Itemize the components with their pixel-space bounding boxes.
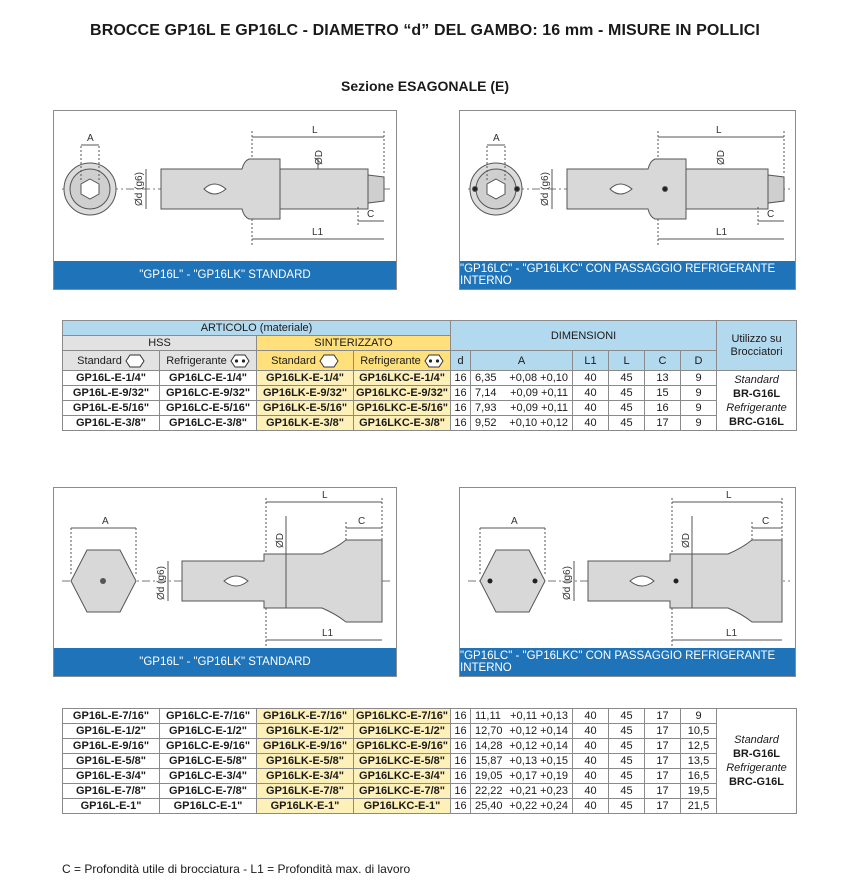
value-big-d: 9 [681,386,717,401]
value-big-d: 12,5 [681,739,717,754]
header-dimensioni: DIMENSIONI [451,321,717,351]
value-a-nominal: 11,11 [475,710,501,722]
dim-label-big-d: ØD [716,150,727,165]
code-hss-standard: GP16L-E-9/32" [63,386,160,401]
value-a [471,386,573,401]
code-sint-standard: GP16LK-E-1" [257,799,354,814]
dim-label-big-d: ØD [681,533,692,548]
value-c: 17 [645,724,681,739]
value-l: 45 [609,709,645,724]
code-hss-refrigerante: GP16LC-E-1/4" [160,371,257,386]
dim-label-l: L [312,125,318,136]
code-sint-standard: GP16LK-E-1/2" [257,724,354,739]
value-l: 45 [609,739,645,754]
usage-standard-label: Standard [734,373,779,386]
value-a-nominal: 12,70 [475,725,503,737]
machine-usage [717,709,797,814]
header-hss: HSS [63,336,257,351]
col-header-d: d [451,351,471,371]
value-c: 17 [645,799,681,814]
code-sint-refrigerante: GP16LKC-E-1" [354,799,451,814]
value-c: 17 [645,769,681,784]
value-d: 16 [451,769,471,784]
value-c: 17 [645,784,681,799]
code-hss-refrigerante: GP16LC-E-9/32" [160,386,257,401]
usage-standard-code: BR-G16L [733,387,781,400]
panel-caption: "GP16LC" - "GP16LKC" CON PASSAGGIO REFRIGERANTE INTERNO [460,261,795,289]
value-c: 17 [645,739,681,754]
header-sinterizzato: SINTERIZZATO [257,336,451,351]
col-header-l1: L1 [573,351,609,371]
header-sint-standard [257,351,354,371]
value-l1: 40 [573,416,609,431]
dim-label-c: C [767,209,775,220]
dimensions-table-1 [62,320,797,431]
value-d: 16 [451,371,471,386]
col-header-big-d: D [681,351,717,371]
table-row [63,416,797,431]
dim-label-a: A [87,133,94,144]
value-l1: 40 [573,754,609,769]
hexagon-coolant-icon [230,353,250,369]
header-label: Standard [77,354,122,367]
value-l1: 40 [573,739,609,754]
dim-label-a: A [102,516,109,527]
value-l1: 40 [573,709,609,724]
drawing-panel-coolant-large [459,487,796,677]
hexagon-coolant-icon [424,353,444,369]
value-l1: 40 [573,371,609,386]
header-sint-refrigerante [354,351,451,371]
code-hss-standard: GP16L-E-7/16" [63,709,160,724]
table-row [63,739,797,754]
header-label: Standard [271,354,316,367]
section-subtitle: Sezione ESAGONALE (E) [340,78,510,94]
code-hss-refrigerante: GP16LC-E-5/8" [160,754,257,769]
dim-label-a: A [493,133,500,144]
value-a-nominal: 6,35 [475,372,497,384]
table-row [63,784,797,799]
value-a-tolerance: +0,21 +0,23 [509,785,568,797]
value-c: 13 [645,371,681,386]
value-d: 16 [451,784,471,799]
value-a-tolerance: +0,11 +0,13 [510,710,568,722]
value-l: 45 [609,754,645,769]
dim-label-l: L [726,490,732,501]
value-a-tolerance: +0,17 +0,19 [509,770,568,782]
value-big-d: 21,5 [681,799,717,814]
code-hss-standard: GP16L-E-7/8" [63,784,160,799]
value-c: 17 [645,709,681,724]
value-l1: 40 [573,799,609,814]
value-l: 45 [609,799,645,814]
code-hss-standard: GP16L-E-5/16" [63,401,160,416]
value-a-tolerance: +0,10 +0,12 [509,417,569,429]
value-big-d: 9 [681,371,717,386]
drawing-panel-standard-small [53,110,397,290]
code-sint-refrigerante: GP16LKC-E-1/4" [354,371,451,386]
code-sint-refrigerante: GP16LKC-E-9/32" [354,386,451,401]
value-a-tolerance: +0,09 +0,11 [510,402,569,414]
value-a [471,371,573,386]
value-a-tolerance: +0,13 +0,15 [509,755,568,767]
value-a-tolerance: +0,12 +0,14 [509,740,568,752]
value-a [471,401,573,416]
hexagon-icon [125,353,145,369]
code-hss-standard: GP16L-E-3/4" [63,769,160,784]
value-l1: 40 [573,724,609,739]
usage-standard-label: Standard [734,734,779,746]
value-big-d: 9 [681,709,717,724]
page-title: BROCCE GP16L E GP16LC - DIAMETRO “d” DEL GAMBO: 16 mm - MISURE IN POLLICI [90,22,760,39]
value-a-nominal: 22,22 [475,785,503,797]
table-row [63,709,797,724]
code-sint-refrigerante: GP16LKC-E-7/8" [354,784,451,799]
value-l1: 40 [573,386,609,401]
value-l1: 40 [573,401,609,416]
value-big-d: 9 [681,401,717,416]
header-hss-standard [63,351,160,371]
dim-label-l1: L1 [716,227,728,238]
code-sint-standard: GP16LK-E-3/8" [257,416,354,431]
value-a-nominal: 7,93 [475,402,497,414]
header-utilizzo: Utilizzo su Brocciatori [717,321,797,371]
code-hss-standard: GP16L-E-1/2" [63,724,160,739]
value-a-nominal: 14,28 [475,740,503,752]
table-row [63,754,797,769]
code-sint-standard: GP16LK-E-5/8" [257,754,354,769]
value-a [471,739,573,754]
dim-label-l1: L1 [322,628,334,639]
value-c: 17 [645,754,681,769]
code-sint-refrigerante: GP16LKC-E-1/2" [354,724,451,739]
value-l: 45 [609,386,645,401]
usage-standard-code: BR-G16L [732,748,781,760]
code-hss-refrigerante: GP16LC-E-3/8" [160,416,257,431]
value-l: 45 [609,769,645,784]
header-label: Refrigerante [360,354,421,367]
value-a-tolerance: +0,08 +0,10 [509,372,569,384]
code-hss-standard: GP16L-E-1/4" [63,371,160,386]
col-header-c: C [645,351,681,371]
dim-label-c: C [358,516,366,527]
code-sint-refrigerante: GP16LKC-E-7/16" [354,709,451,724]
code-hss-refrigerante: GP16LC-E-5/16" [160,401,257,416]
code-hss-refrigerante: GP16LC-E-7/16" [160,709,257,724]
code-sint-refrigerante: GP16LKC-E-5/8" [354,754,451,769]
dim-label-l: L [716,125,722,136]
dim-label-small-d: Ød (g6) [540,172,551,206]
header-articolo: ARTICOLO (materiale) [63,321,451,336]
dim-label-c: C [762,516,770,527]
dim-label-l1: L1 [726,628,738,639]
value-a-tolerance: +0,12 +0,14 [509,725,568,737]
value-a-nominal: 9,52 [475,417,497,429]
value-d: 16 [451,386,471,401]
code-sint-standard: GP16LK-E-3/4" [257,769,354,784]
value-a [471,724,573,739]
value-l: 45 [609,724,645,739]
code-hss-standard: GP16L-E-1" [63,799,160,814]
value-big-d: 10,5 [681,724,717,739]
value-d: 16 [451,401,471,416]
table-row [63,386,797,401]
value-d: 16 [451,799,471,814]
col-header-l: L [609,351,645,371]
code-hss-refrigerante: GP16LC-E-3/4" [160,769,257,784]
value-d: 16 [451,739,471,754]
usage-refrigerante-label: Refrigerante [726,401,787,414]
code-hss-standard: GP16L-E-9/16" [63,739,160,754]
value-l1: 40 [573,784,609,799]
dim-label-small-d: Ød (g6) [562,566,573,600]
value-l: 45 [609,416,645,431]
value-d: 16 [451,754,471,769]
value-a-tolerance: +0,22 +0,24 [509,800,568,812]
col-header-a: A [471,351,573,371]
dimensions-table-2 [62,708,797,814]
code-hss-standard: GP16L-E-3/8" [63,416,160,431]
panel-caption: "GP16LC" - "GP16LKC" CON PASSAGGIO REFRIGERANTE INTERNO [460,648,795,676]
code-hss-standard: GP16L-E-5/8" [63,754,160,769]
value-a-nominal: 25,40 [475,800,503,812]
usage-refrigerante-code: BRC-G16L [728,776,784,788]
value-l1: 40 [573,769,609,784]
table-row [63,724,797,739]
dim-label-a: A [511,516,518,527]
header-label: Refrigerante [166,354,227,367]
value-l: 45 [609,371,645,386]
value-c: 17 [645,416,681,431]
value-big-d: 13,5 [681,754,717,769]
value-a-tolerance: +0,09 +0,11 [510,387,569,399]
code-sint-refrigerante: GP16LKC-E-5/16" [354,401,451,416]
dim-label-l1: L1 [312,227,324,238]
table-row [63,371,797,386]
code-hss-refrigerante: GP16LC-E-1/2" [160,724,257,739]
value-d: 16 [451,709,471,724]
value-big-d: 16,5 [681,769,717,784]
dim-label-l: L [322,490,328,501]
code-sint-standard: GP16LK-E-7/16" [257,709,354,724]
hexagon-icon [319,353,339,369]
table-row [63,401,797,416]
value-d: 16 [451,416,471,431]
value-a-nominal: 19,05 [475,770,503,782]
value-big-d: 19,5 [681,784,717,799]
header-hss-refrigerante [160,351,257,371]
dim-label-small-d: Ød (g6) [156,566,167,600]
machine-usage [717,371,797,431]
panel-caption: "GP16L" - "GP16LK" STANDARD [54,261,396,289]
value-l: 45 [609,784,645,799]
table-row [63,769,797,784]
dim-label-c: C [367,209,375,220]
footnote: C = Profondità utile di brocciatura - L1 = Profondità max. di lavoro [62,862,411,876]
table-row [63,799,797,814]
code-sint-standard: GP16LK-E-9/16" [257,739,354,754]
code-sint-standard: GP16LK-E-1/4" [257,371,354,386]
value-a [471,754,573,769]
code-hss-refrigerante: GP16LC-E-7/8" [160,784,257,799]
value-a [471,416,573,431]
dim-label-big-d: ØD [314,150,325,165]
value-d: 16 [451,724,471,739]
dim-label-big-d: ØD [275,533,286,548]
drawing-panel-coolant-small [459,110,796,290]
usage-refrigerante-label: Refrigerante [726,762,787,774]
code-sint-standard: GP16LK-E-5/16" [257,401,354,416]
value-big-d: 9 [681,416,717,431]
usage-refrigerante-code: BRC-G16L [729,415,785,428]
panel-caption: "GP16L" - "GP16LK" STANDARD [54,648,396,676]
value-c: 15 [645,386,681,401]
code-sint-standard: GP16LK-E-9/32" [257,386,354,401]
code-sint-refrigerante: GP16LKC-E-3/4" [354,769,451,784]
value-a [471,709,573,724]
value-c: 16 [645,401,681,416]
value-a-nominal: 7,14 [475,387,497,399]
code-hss-refrigerante: GP16LC-E-1" [160,799,257,814]
code-hss-refrigerante: GP16LC-E-9/16" [160,739,257,754]
code-sint-standard: GP16LK-E-7/8" [257,784,354,799]
code-sint-refrigerante: GP16LKC-E-3/8" [354,416,451,431]
code-sint-refrigerante: GP16LKC-E-9/16" [354,739,451,754]
value-a [471,769,573,784]
value-a [471,784,573,799]
value-a-nominal: 15,87 [475,755,503,767]
value-a [471,799,573,814]
value-l: 45 [609,401,645,416]
drawing-panel-standard-large [53,487,397,677]
dim-label-small-d: Ød (g6) [134,172,145,206]
